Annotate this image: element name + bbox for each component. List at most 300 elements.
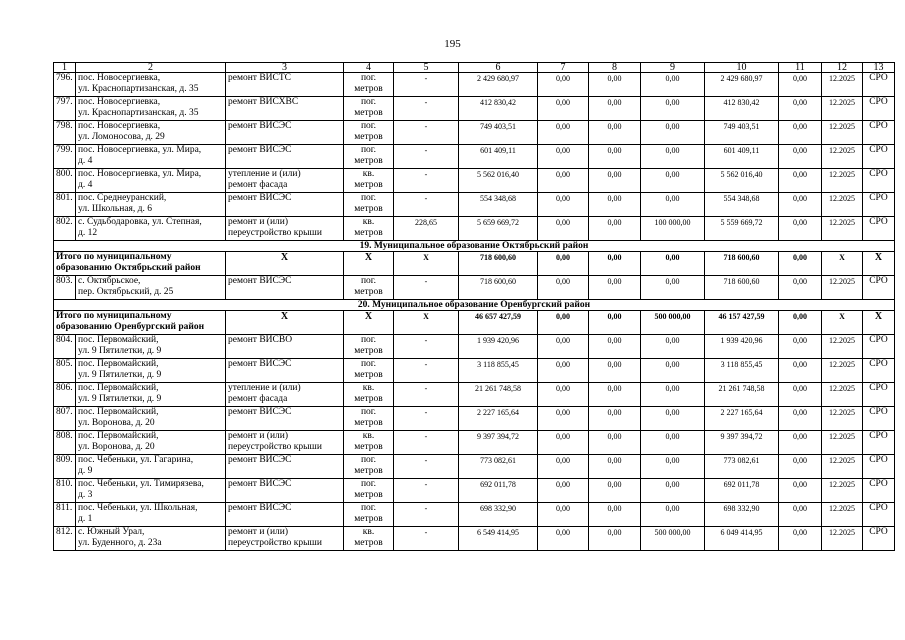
method-cell [863,455,895,479]
unit-cell-text: пог. [360,121,377,131]
row-number-text: 811. [56,503,73,513]
row-number [54,407,76,431]
column-header [641,63,705,73]
value-cell-c5 [394,97,459,121]
method-cell-text: СРО [869,97,888,107]
deadline-cell-text: 12.2025 [829,408,855,417]
column-header [538,63,589,73]
value-cell-c5-text: - [424,480,428,489]
value-cell-c9 [641,276,705,300]
value-cell-c10 [705,276,779,300]
value-cell-c6-text: 718 600,60 [480,277,516,286]
value-cell-c6 [459,73,538,97]
total-value-c11 [779,252,822,276]
value-cell-c9 [641,503,705,527]
address-cell [76,455,226,479]
total-x-cell [822,311,863,335]
unit-cell-text: метров [354,204,383,214]
unit-cell-text: метров [354,84,383,94]
value-cell-c7 [538,479,589,503]
value-cell-c11-text: 0,00 [793,504,807,513]
method-cell [863,73,895,97]
value-cell-c10 [705,503,779,527]
value-cell-c5 [394,169,459,193]
value-cell-c6-text: 412 830,42 [480,98,516,107]
page-number: 195 [444,38,461,50]
value-cell-c10-text: 601 409,11 [723,146,760,155]
value-cell-c6-text: 554 348,68 [480,194,516,203]
value-cell-c6 [459,455,538,479]
row-number-text: 800. [56,169,73,179]
value-cell-c6 [459,431,538,455]
value-cell-c11 [779,217,822,241]
method-cell [863,276,895,300]
value-cell-c11-text: 0,00 [793,432,807,441]
value-cell-c5 [394,383,459,407]
value-cell-c11-text: 0,00 [793,194,807,203]
table-body [54,63,895,551]
work-type-cell [226,121,344,145]
deadline-cell [822,431,863,455]
address-cell-text: пос. Первомайский, [78,335,159,345]
row-number-text: 796. [56,73,73,83]
address-cell [76,527,226,551]
method-cell [863,169,895,193]
address-cell [76,97,226,121]
row-number-text: 808. [56,431,73,441]
value-cell-c8 [589,73,641,97]
value-cell-c7-text: 0,00 [556,277,570,286]
value-cell-c8 [589,121,641,145]
value-cell-c5-text: - [424,408,428,417]
table-row [54,193,895,217]
value-cell-c8-text: 0,00 [607,528,622,537]
table-row [54,276,895,300]
row-number-text: 805. [56,359,73,369]
value-cell-c9 [641,431,705,455]
row-number [54,145,76,169]
address-cell-text: пос. Чебеньки, ул. Тимирязева, [78,479,204,489]
value-cell-c10-text: 3 118 855,45 [720,360,763,369]
value-cell-c7 [538,145,589,169]
address-cell-text: пос. Первомайский, [78,431,159,441]
address-cell-text: д. 3 [78,490,93,500]
address-cell-text: ул. Ломоносова, д. 29 [78,132,165,142]
unit-cell-text: пог. [360,73,377,83]
value-cell-c6-text: 1 939 420,96 [477,336,519,345]
address-cell-text: пос. Новосергиевка, ул. Мира, [78,169,202,179]
unit-cell-text: метров [354,370,383,380]
table-row [54,359,895,383]
unit-cell-text: пог. [360,193,377,203]
value-cell-c8-text: 0,00 [607,336,622,345]
address-cell [76,359,226,383]
value-cell-c8 [589,383,641,407]
value-cell-c5-text: - [424,74,428,83]
value-cell-c5-text: - [424,504,428,513]
value-cell-c9 [641,121,705,145]
value-cell-c6-text: 3 118 855,45 [477,360,519,369]
deadline-cell-text: 12.2025 [829,277,855,286]
unit-cell-text: метров [354,180,383,190]
value-cell-c5 [394,335,459,359]
value-cell-c10-text: 749 403,51 [723,122,760,131]
value-cell-c10-text: 412 830,42 [723,98,760,107]
total-label-text: образованию Оренбургский район [56,322,205,332]
total-value-c6 [459,311,538,335]
unit-cell [344,97,394,121]
unit-cell-text: пог. [360,276,377,286]
value-cell-c10 [705,73,779,97]
address-cell-text: пос. Новосергиевка, ул. Мира, [78,145,202,155]
total-x-cell-text: X [839,253,845,262]
value-cell-c7 [538,455,589,479]
column-header-text: 11 [795,62,805,73]
total-value-c7 [538,252,589,276]
value-cell-c11-text: 0,00 [793,360,807,369]
deadline-cell [822,335,863,359]
unit-cell-text: метров [354,108,383,118]
address-cell-text: ул. 9 Пятилетки, д. 9 [78,394,162,404]
value-cell-c6 [459,121,538,145]
total-value-c8-text: 0,00 [607,253,622,262]
value-cell-c7-text: 0,00 [556,408,570,417]
work-type-cell-text: ремонт ВИСЭС [228,145,292,155]
address-cell-text: пос. Первомайский, [78,407,159,417]
total-value-c9-text: 0,00 [665,253,680,262]
value-cell-c6 [459,407,538,431]
value-cell-c6-text: 698 332,90 [480,504,516,513]
address-cell-text: д. 1 [78,514,93,524]
value-cell-c9 [641,455,705,479]
table-row [54,479,895,503]
value-cell-c5 [394,217,459,241]
table-row [54,503,895,527]
deadline-cell-text: 12.2025 [829,194,855,203]
row-number [54,335,76,359]
value-cell-c10 [705,193,779,217]
column-header-text: 4 [366,62,371,73]
value-cell-c8-text: 0,00 [607,360,622,369]
value-cell-c9-text: 0,00 [665,360,680,369]
value-cell-c9 [641,145,705,169]
row-number [54,217,76,241]
value-cell-c9-text: 0,00 [665,432,680,441]
value-cell-c6-text: 5 659 669,72 [477,218,519,227]
row-number [54,169,76,193]
value-cell-c8-text: 0,00 [607,218,622,227]
value-cell-c10 [705,217,779,241]
row-number-text: 799. [56,145,73,155]
value-cell-c10-text: 698 332,90 [723,504,760,513]
column-header [76,63,226,73]
value-cell-c11 [779,169,822,193]
address-cell-text: пос. Чебеньки, ул. Школьная, [78,503,198,513]
value-cell-c11-text: 0,00 [793,336,807,345]
value-cell-c7-text: 0,00 [556,504,570,513]
row-number-text: 812. [56,527,73,537]
unit-cell-text: метров [354,156,383,166]
deadline-cell [822,145,863,169]
value-cell-c6 [459,503,538,527]
deadline-cell-text: 12.2025 [829,480,855,489]
unit-cell-text: метров [354,538,383,548]
address-cell [76,503,226,527]
value-cell-c8-text: 0,00 [607,432,622,441]
value-cell-c10 [705,431,779,455]
total-value-c11-text: 0,00 [793,253,807,262]
value-cell-c8-text: 0,00 [607,98,622,107]
value-cell-c10 [705,527,779,551]
value-cell-c10-text: 6 049 414,95 [720,528,763,537]
unit-cell [344,121,394,145]
total-label-text: образованию Октябрьский район [56,263,201,273]
value-cell-c10 [705,97,779,121]
work-type-cell [226,527,344,551]
value-cell-c8-text: 0,00 [607,146,622,155]
value-cell-c11 [779,359,822,383]
total-value-c10 [705,311,779,335]
value-cell-c6-text: 692 011,78 [480,480,516,489]
work-type-cell [226,169,344,193]
total-label [54,311,226,335]
value-cell-c11 [779,73,822,97]
method-cell-text: СРО [869,193,888,203]
column-header-text: 1 [62,62,67,73]
value-cell-c11 [779,479,822,503]
value-cell-c11 [779,455,822,479]
column-header-text: 13 [873,62,884,73]
row-number [54,73,76,97]
value-cell-c5-text: - [424,360,428,369]
unit-cell-text: пог. [360,335,377,345]
work-type-cell-text: ремонт ВИСХВС [228,97,299,107]
value-cell-c11-text: 0,00 [793,480,807,489]
value-cell-c8-text: 0,00 [607,170,622,179]
work-type-cell [226,479,344,503]
value-cell-c7-text: 0,00 [556,218,570,227]
value-cell-c11-text: 0,00 [793,170,807,179]
deadline-cell-text: 12.2025 [829,456,855,465]
value-cell-c6 [459,145,538,169]
value-cell-c8-text: 0,00 [607,122,622,131]
column-header [344,63,394,73]
value-cell-c8-text: 0,00 [607,384,622,393]
value-cell-c5-text: - [424,122,428,131]
work-type-cell-text: ремонт и (или) [228,431,289,441]
unit-cell [344,359,394,383]
total-x-cell [863,252,895,276]
row-number-text: 809. [56,455,73,465]
method-cell [863,335,895,359]
unit-cell [344,479,394,503]
address-cell-text: пер. Октябрьский, д. 25 [78,287,174,297]
method-cell [863,383,895,407]
table-row [54,407,895,431]
table-row [54,527,895,551]
method-cell-text: СРО [869,145,888,155]
total-x-cell-text: X [364,252,373,263]
column-header [779,63,822,73]
value-cell-c7 [538,383,589,407]
total-value-c8 [589,252,641,276]
value-cell-c9-text: 0,00 [665,408,680,417]
unit-cell [344,455,394,479]
total-value-c9 [641,252,705,276]
value-cell-c9-text: 0,00 [665,480,680,489]
total-row [54,311,895,335]
work-type-cell-text: ремонт ВИСЭС [228,479,292,489]
method-cell [863,145,895,169]
value-cell-c11-text: 0,00 [793,408,807,417]
address-cell-text: пос. Новосергиевка, [78,121,161,131]
address-cell [76,73,226,97]
column-header [54,63,76,73]
value-cell-c8 [589,169,641,193]
row-number-text: 797. [56,97,73,107]
value-cell-c9 [641,527,705,551]
value-cell-c6-text: 2 227 165,64 [477,408,519,417]
row-number-text: 806. [56,383,73,393]
unit-cell-text: кв. [362,527,375,537]
work-type-cell [226,335,344,359]
method-cell [863,431,895,455]
value-cell-c9 [641,383,705,407]
value-cell-c10-text: 1 939 420,96 [720,336,763,345]
value-cell-c7-text: 0,00 [556,432,570,441]
row-number [54,193,76,217]
address-cell [76,479,226,503]
value-cell-c10 [705,479,779,503]
value-cell-c9 [641,97,705,121]
deadline-cell [822,407,863,431]
table-row [54,145,895,169]
value-cell-c5-text: - [424,194,428,203]
value-cell-c7-text: 0,00 [556,360,570,369]
total-x-cell [863,311,895,335]
value-cell-c11-text: 0,00 [793,146,807,155]
work-type-cell-text: переустройство крыши [228,538,322,548]
work-type-cell-text: ремонт ВИСЭС [228,455,292,465]
total-label-text: Итого по муниципальному [56,252,172,262]
value-cell-c9-text: 0,00 [665,384,680,393]
address-cell [76,407,226,431]
value-cell-c11 [779,145,822,169]
method-cell [863,97,895,121]
value-cell-c7-text: 0,00 [556,74,570,83]
total-x-cell-text: X [280,311,289,322]
deadline-cell [822,503,863,527]
deadline-cell-text: 12.2025 [829,384,855,393]
work-type-cell [226,193,344,217]
value-cell-c10-text: 773 082,61 [723,456,760,465]
unit-cell [344,276,394,300]
value-cell-c7 [538,97,589,121]
column-header [863,63,895,73]
value-cell-c8 [589,145,641,169]
value-cell-c7 [538,431,589,455]
value-cell-c8 [589,527,641,551]
row-number-text: 801. [56,193,73,203]
table-row [54,217,895,241]
value-cell-c7 [538,503,589,527]
address-cell-text: д. 9 [78,466,93,476]
method-cell-text: СРО [869,169,888,179]
row-number [54,503,76,527]
unit-cell [344,217,394,241]
value-cell-c8 [589,193,641,217]
deadline-cell-text: 12.2025 [829,432,855,441]
value-cell-c8 [589,97,641,121]
value-cell-c11 [779,121,822,145]
unit-cell-text: кв. [362,383,375,393]
work-type-cell-text: ремонт ВИСЭС [228,359,292,369]
column-header-text: 9 [670,62,675,73]
total-value-c8-text: 0,00 [607,312,622,321]
total-x-cell [344,252,394,276]
value-cell-c9-text: 0,00 [665,336,680,345]
total-row [54,252,895,276]
value-cell-c7-text: 0,00 [556,98,570,107]
unit-cell [344,335,394,359]
total-value-c9-text: 500 000,00 [654,312,691,321]
value-cell-c8-text: 0,00 [607,194,622,203]
work-type-cell [226,383,344,407]
column-header-text: 12 [837,62,847,73]
value-cell-c9 [641,359,705,383]
value-cell-c9-text: 0,00 [665,98,680,107]
section-heading [54,300,895,311]
deadline-cell-text: 12.2025 [829,74,855,83]
total-x-cell [226,311,344,335]
unit-cell-text: пог. [360,503,377,513]
value-cell-c6 [459,527,538,551]
address-cell [76,217,226,241]
total-x-cell-text: X [364,311,373,322]
value-cell-c11 [779,407,822,431]
method-cell-text: СРО [869,73,888,83]
deadline-cell-text: 12.2025 [829,98,855,107]
value-cell-c10 [705,121,779,145]
work-type-cell-text: утепление и (или) [228,383,301,393]
total-value-c6-text: 718 600,60 [480,253,516,262]
value-cell-c11 [779,383,822,407]
value-cell-c6 [459,335,538,359]
deadline-cell [822,276,863,300]
value-cell-c6 [459,479,538,503]
value-cell-c6 [459,217,538,241]
value-cell-c9-text: 0,00 [665,122,680,131]
row-number-text: 803. [56,276,73,286]
work-type-cell-text: ремонт и (или) [228,527,289,537]
value-cell-c11-text: 0,00 [793,218,807,227]
unit-cell-text: метров [354,132,383,142]
value-cell-c6 [459,383,538,407]
value-cell-c8 [589,431,641,455]
value-cell-c5-text: - [424,170,428,179]
value-cell-c6-text: 601 409,11 [480,146,516,155]
total-value-c7-text: 0,00 [556,253,570,262]
value-cell-c5-text: 228,65 [415,218,437,227]
column-number-header [54,63,895,73]
value-cell-c9 [641,169,705,193]
total-x-cell [394,252,459,276]
deadline-cell [822,193,863,217]
total-x-cell-text: X [280,252,289,263]
section-heading [54,241,895,252]
address-cell [76,121,226,145]
deadline-cell [822,527,863,551]
